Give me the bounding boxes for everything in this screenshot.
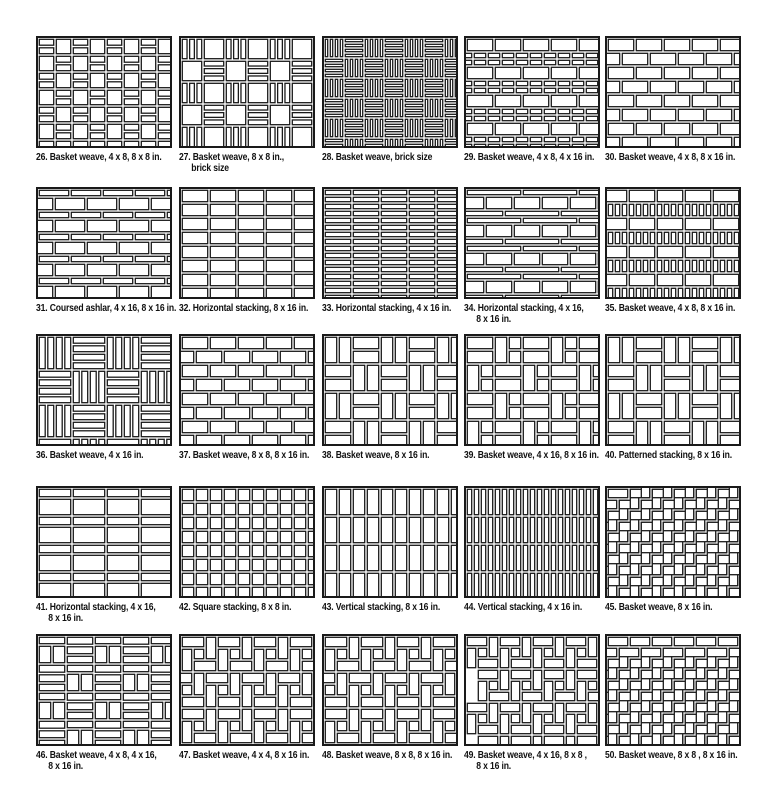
pattern-swatch	[36, 634, 172, 746]
pattern-swatch	[605, 634, 741, 746]
pattern-number: 34.	[464, 302, 476, 314]
pattern-caption-line1: Horizontal stacking, 4 x 16,	[477, 302, 584, 314]
pattern-caption	[179, 303, 308, 314]
pattern-swatch	[464, 486, 600, 598]
pattern-swatch	[322, 334, 458, 446]
pattern-drawing	[607, 636, 741, 746]
pattern-number: 49.	[464, 749, 476, 761]
pattern-drawing	[607, 336, 741, 446]
pattern-number: 47.	[179, 749, 191, 761]
pattern-caption-line1: Basket weave, 8 x 8, 8 x 16 in.	[335, 749, 453, 761]
pattern-swatch	[605, 187, 741, 299]
pattern-caption	[36, 750, 157, 772]
pattern-drawing	[607, 488, 741, 598]
pattern-drawing	[466, 189, 600, 299]
pattern-number: 30.	[605, 151, 617, 163]
pattern-swatch	[179, 187, 315, 299]
pattern-caption	[322, 152, 432, 163]
pattern-caption-line1: Basket weave, 4 x 4, 8 x 16 in.	[192, 749, 310, 761]
pattern-swatch	[464, 187, 600, 299]
pattern-drawing	[181, 189, 315, 299]
pattern-drawing	[324, 336, 458, 446]
pattern-number: 46.	[36, 749, 48, 761]
pattern-swatch	[322, 36, 458, 148]
pattern-caption-line1: Horizontal stacking, 4 x 16,	[49, 601, 156, 613]
pattern-drawing	[38, 488, 172, 598]
pattern-number: 50.	[605, 749, 617, 761]
pattern-swatch	[464, 634, 600, 746]
pattern-caption	[464, 602, 582, 613]
pattern-caption	[322, 450, 429, 461]
pattern-number: 26.	[36, 151, 48, 163]
pattern-number: 45.	[605, 601, 617, 613]
pattern-caption	[464, 152, 594, 163]
pattern-drawing	[181, 336, 315, 446]
pattern-caption	[322, 750, 452, 761]
pattern-caption-line1: Basket weave, 4 x 16, 8 x 16 in.	[477, 449, 599, 461]
pattern-swatch	[36, 334, 172, 446]
pattern-drawing	[466, 488, 600, 598]
pattern-drawing	[38, 189, 172, 299]
pattern-swatch	[464, 334, 600, 446]
pattern-caption	[605, 303, 735, 314]
pattern-number: 41.	[36, 601, 48, 613]
pattern-drawing	[38, 38, 172, 148]
pattern-caption-line1: Basket weave, 4 x 16 in.	[49, 449, 144, 461]
pattern-caption	[605, 750, 737, 761]
pattern-caption-line1: Horizontal stacking, 4 x 16 in.	[335, 302, 452, 314]
pattern-caption-line1: Basket weave, 8 x 8 in.,	[192, 151, 285, 163]
pattern-caption	[179, 450, 309, 461]
pattern-drawing	[466, 38, 600, 148]
pattern-drawing	[181, 636, 315, 746]
pattern-drawing	[38, 636, 172, 746]
pattern-caption-line1: Basket weave, 8 x 8, 8 x 16 in.	[192, 449, 310, 461]
pattern-drawing	[466, 336, 600, 446]
pattern-number: 33.	[322, 302, 334, 314]
pattern-caption-line1: Basket weave, 8 x 8 , 8 x 16 in.	[618, 749, 738, 761]
pattern-number: 27.	[179, 151, 191, 163]
pattern-number: 40.	[605, 449, 617, 461]
pattern-caption-line1: Vertical stacking, 8 x 16 in.	[335, 601, 441, 613]
pattern-caption-line1: Horizontal stacking, 8 x 16 in.	[192, 302, 309, 314]
pattern-caption-line1: Basket weave, brick size	[335, 151, 433, 163]
pattern-caption	[464, 303, 584, 325]
pattern-caption-line1: Basket weave, 4 x 8, 4 x 16 in.	[477, 151, 595, 163]
pattern-caption	[464, 450, 599, 461]
pattern-swatch	[36, 36, 172, 148]
pattern-caption	[179, 750, 309, 761]
pattern-swatch	[179, 634, 315, 746]
pattern-number: 36.	[36, 449, 48, 461]
pattern-drawing	[181, 488, 315, 598]
pattern-swatch	[322, 486, 458, 598]
pattern-caption	[36, 602, 156, 624]
pattern-number: 35.	[605, 302, 617, 314]
pattern-number: 39.	[464, 449, 476, 461]
pattern-swatch	[605, 36, 741, 148]
pattern-caption-line2: 8 x 16 in.	[48, 760, 84, 772]
pattern-swatch	[36, 187, 172, 299]
pattern-swatch	[322, 187, 458, 299]
pattern-drawing	[607, 189, 741, 299]
pattern-caption-line1: Basket weave, 4 x 16, 8 x 8 ,	[477, 749, 587, 761]
pattern-caption-line2: brick size	[191, 162, 229, 174]
pattern-caption	[179, 602, 291, 613]
pattern-number: 37.	[179, 449, 191, 461]
pattern-drawing	[466, 636, 600, 746]
pattern-number: 28.	[322, 151, 334, 163]
pattern-caption-line1: Vertical stacking, 4 x 16 in.	[477, 601, 583, 613]
pattern-swatch	[605, 486, 741, 598]
pattern-caption-line2: 8 x 16 in.	[476, 313, 512, 325]
pattern-caption-line1: Square stacking, 8 x 8 in.	[192, 601, 292, 613]
pattern-swatch	[322, 634, 458, 746]
pattern-caption-line1: Basket weave, 8 x 16 in.	[335, 449, 430, 461]
pattern-swatch	[36, 486, 172, 598]
pattern-caption-line2: 8 x 16 in.	[476, 760, 512, 772]
pattern-drawing	[181, 38, 315, 148]
pattern-caption	[36, 450, 143, 461]
pattern-caption	[322, 602, 440, 613]
pattern-number: 48.	[322, 749, 334, 761]
pattern-number: 42.	[179, 601, 191, 613]
pattern-number: 38.	[322, 449, 334, 461]
pattern-swatch	[464, 36, 600, 148]
pattern-caption-line1: Patterned stacking, 8 x 16 in.	[618, 449, 732, 461]
pattern-drawing	[324, 38, 458, 148]
pattern-caption-line1: Basket weave, 4 x 8, 8 x 16 in.	[618, 302, 736, 314]
pattern-caption-line1: Coursed ashlar, 4 x 16, 8 x 16 in.	[49, 302, 177, 314]
pattern-number: 44.	[464, 601, 476, 613]
pattern-caption-line1: Basket weave, 4 x 8, 8 x 16 in.	[618, 151, 736, 163]
pattern-drawing	[324, 189, 458, 299]
pattern-caption	[464, 750, 587, 772]
pattern-caption	[36, 152, 162, 163]
pattern-caption-line1: Basket weave, 4 x 8, 8 x 8 in.	[49, 151, 162, 163]
pattern-caption-line1: Basket weave, 4 x 8, 4 x 16,	[49, 749, 157, 761]
pattern-swatch	[179, 334, 315, 446]
pattern-caption	[36, 303, 176, 314]
pattern-swatch	[179, 36, 315, 148]
pattern-swatch	[605, 334, 741, 446]
pattern-caption	[322, 303, 451, 314]
pattern-number: 32.	[179, 302, 191, 314]
pattern-caption-line2: 8 x 16 in.	[48, 612, 84, 624]
pattern-caption	[179, 152, 284, 174]
pattern-swatch	[179, 486, 315, 598]
pattern-drawing	[607, 38, 741, 148]
pattern-drawing	[324, 636, 458, 746]
pattern-number: 29.	[464, 151, 476, 163]
pattern-caption	[605, 450, 732, 461]
pattern-caption	[605, 152, 735, 163]
pattern-drawing	[38, 336, 172, 446]
pattern-number: 31.	[36, 302, 48, 314]
pattern-number: 43.	[322, 601, 334, 613]
pattern-caption	[605, 602, 712, 613]
pattern-drawing	[324, 488, 458, 598]
pattern-caption-line1: Basket weave, 8 x 16 in.	[618, 601, 713, 613]
